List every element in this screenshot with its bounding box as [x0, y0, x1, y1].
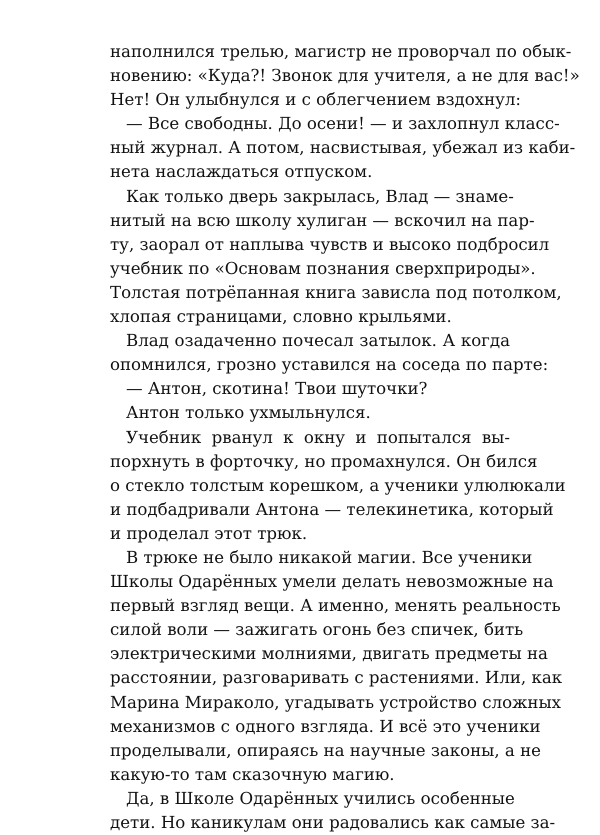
text-line: первый взгляд вещи. А именно, менять реальность [110, 596, 561, 616]
text-line: силой воли — зажигать огонь без спичек, бить [110, 620, 524, 640]
text-line: новению: «Куда?! Звонок для учителя, а не для вас!» [110, 66, 580, 86]
text-line: нитый на всю школу хулиган — вскочил на пар- [110, 210, 535, 230]
text-line: В трюке не было никакой магии. Все ученики [126, 547, 533, 567]
text-line: Как только дверь закрылась, Влад — знаме- [126, 186, 514, 206]
text-line: Школы Одарённых умели делать невозможные на [110, 572, 554, 592]
text-line: ный журнал. А потом, насвистывая, убежал из каби- [110, 138, 576, 158]
text-line: — Антон, скотина! Твои шуточки? [126, 379, 428, 399]
text-line: Да, в Школе Одарённых учились особенные [126, 788, 515, 808]
text-line: Толстая потрёпанная книга зависла под потолком, [110, 282, 562, 302]
body-text [110, 40, 580, 835]
text-line: электрическими молниями, двигать предметы на [110, 644, 548, 664]
text-line: — Все свободны. До осени! — и захлопнул класс- [126, 114, 560, 134]
text-line: какую-то там сказочную магию. [110, 764, 395, 784]
text-line: опомнился, грозно уставился на соседа по парте: [110, 355, 549, 375]
text-line: проделывали, опираясь на научные законы, а не [110, 740, 541, 760]
text-line: расстоянии, разговаривать с растениями. Или, как [110, 668, 563, 688]
text-line: наполнился трелью, магистр не проворчал по обык- [110, 42, 572, 61]
text-line: Влад озадаченно почесал затылок. А когда [126, 331, 510, 351]
text-line: ту, заорал от наплыва чувств и высоко подбросил [110, 234, 550, 254]
text-line: механизмов с одного взгляда. И всё это ученики [110, 716, 541, 736]
text-line: и проделал этот трюк. [110, 523, 308, 543]
text-line: хлопая страницами, словно крыльями. [110, 307, 452, 327]
text-line: и подбадривали Антона — телекинетика, который [110, 499, 554, 519]
text-line: Учебник рванул к окну и попытался вы- [126, 427, 510, 447]
text-line: о стекло толстым корешком, а ученики улюлюкали [110, 475, 566, 495]
text-line: учебник по «Основам познания сверхприроды». [110, 258, 536, 278]
text-line: порхнуть в форточку, но промахнулся. Он бился [110, 451, 538, 471]
text-line: нета наслаждаться отпуском. [110, 162, 373, 182]
text-line: Антон только ухмыльнулся. [126, 403, 371, 423]
text-line: дети. Но каникулам они радовались как самые за- [110, 813, 556, 832]
text-line: Нет! Он улыбнулся и с облегчением вздохнул: [110, 90, 522, 110]
text-line: Марина Мираколо, угадывать устройство сложных [110, 692, 562, 712]
